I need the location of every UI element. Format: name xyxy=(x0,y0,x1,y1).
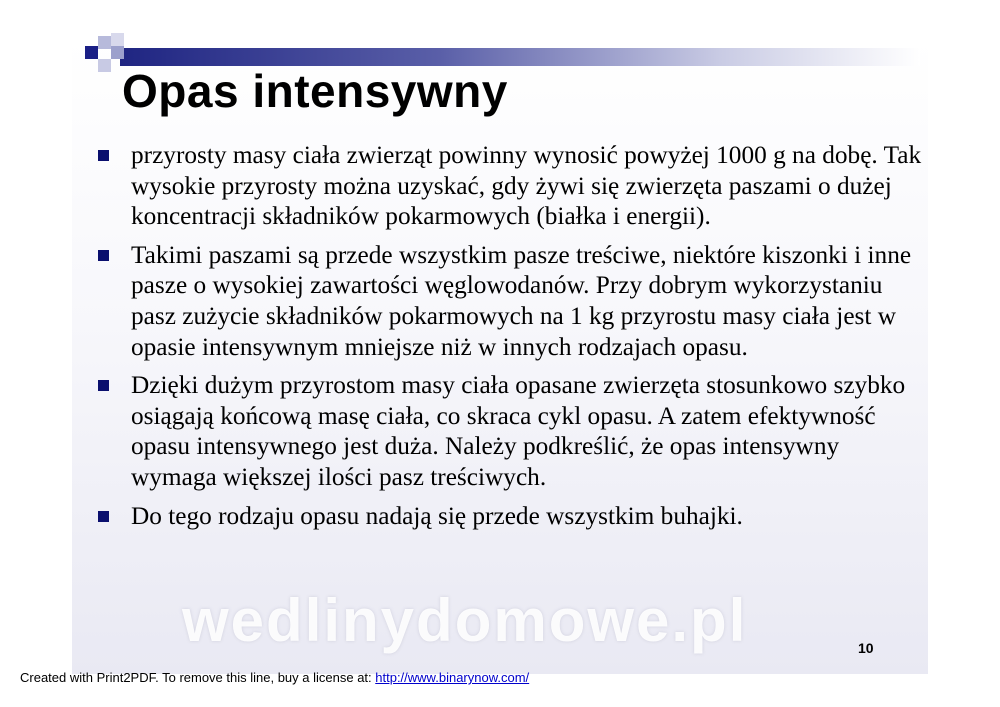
decorative-square xyxy=(111,33,124,46)
decorative-square xyxy=(98,59,111,72)
decorative-square xyxy=(98,36,111,49)
footer-text: Created with Print2PDF. To remove this line, buy a license at: xyxy=(20,670,376,685)
license-link[interactable]: http://www.binarynow.com/ xyxy=(375,670,530,685)
bullet-text: Do tego rodzaju opasu nadają się przede wszystkim buhajki. xyxy=(131,501,743,530)
bullet-item xyxy=(98,501,928,532)
title-decoration-bar xyxy=(120,48,920,66)
bullet-square-icon xyxy=(98,150,109,161)
bullet-item xyxy=(98,240,928,362)
bullet-text: Takimi paszami są przede wszystkim pasze treściwe, niektóre kiszonki i inne pasze o wysokiej zawartości węglowodanów. Przy dobrym wykorzystaniu pasz zużycie składników pokarmowych na 1 kg przyrostu masy ciała jest w opasie intensywnym mniejsze niż w innych rodzajach opasu. xyxy=(131,240,912,361)
bullet-square-icon xyxy=(98,511,109,522)
page-number: 10 xyxy=(858,640,874,656)
bullet-item xyxy=(98,370,928,492)
decorative-square xyxy=(85,46,98,59)
slide-title: Opas intensywny xyxy=(122,65,508,117)
bullet-square-icon xyxy=(98,250,109,261)
footer-notice xyxy=(20,670,529,685)
bullet-square-icon xyxy=(98,380,109,391)
decorative-square xyxy=(111,46,124,59)
bullet-item xyxy=(98,140,928,232)
bullet-text: Dzięki dużym przyrostom masy ciała opasane zwierzęta stosunkowo szybko osiągają końcową masę ciała, co skraca cykl opasu. A zatem efektywność opasu intensywnego jest duża. Należy podkreślić, że opas intensywny wymaga większej ilości pasz treściwych. xyxy=(131,371,906,491)
bullet-list xyxy=(98,140,928,539)
watermark: wedlinydomowe.pl xyxy=(182,587,748,654)
bullet-text: przyrosty masy ciała zwierząt powinny wynosić powyżej 1000 g na dobę. Tak wysokie przyrosty można uzyskać, gdy żywi się zwierzęta paszami o dużej koncentracji składników pokarmowych (białka i energii). xyxy=(131,141,922,231)
